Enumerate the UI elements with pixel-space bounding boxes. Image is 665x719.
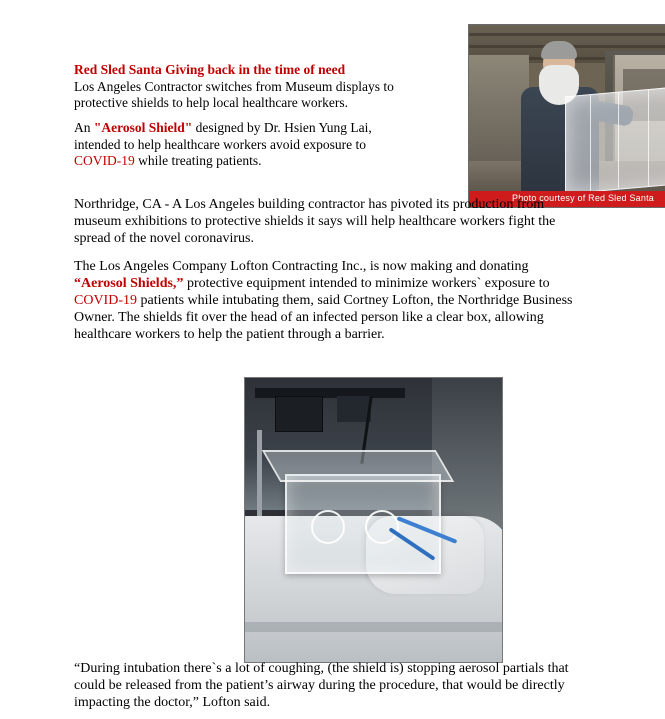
- headline-block: [74, 62, 414, 111]
- medical-monitor: [275, 396, 323, 432]
- covid-term: COVID-19: [74, 153, 135, 168]
- aerosol-shields-term: “Aerosol Shields,”: [74, 276, 184, 291]
- aerosol-shield-term: "Aerosol Shield": [93, 120, 193, 135]
- subheadline: Los Angeles Contractor switches from Museum displays to protective shields to help local healthcare workers.: [74, 79, 394, 110]
- shield-fold: [648, 90, 649, 186]
- ceiling-beam: [469, 33, 665, 36]
- body2-text-a: The Los Angeles Company Lofton Contracting Inc., is now making and donating: [74, 259, 529, 274]
- intro-paragraph: [74, 120, 404, 170]
- body-paragraph-1: Northridge, CA - A Los Angeles building contractor has pivoted its production from museum exhibitions to protective shields it says will help healthcare workers fight the spread of the novel coronavirus.: [74, 197, 556, 246]
- shield-fold: [590, 95, 591, 191]
- body2-text-c: protective equipment intended to minimize workers` exposure to: [183, 276, 550, 291]
- page-title: Red Sled Santa Giving back in the time of need: [74, 62, 346, 77]
- intro-text-e: while treating patients.: [134, 153, 262, 168]
- shield-top-face: [262, 450, 454, 482]
- photo-aerosol-shield-on-bed: [244, 377, 503, 663]
- mattress-edge: [245, 622, 502, 632]
- photo-top-scene: [469, 25, 665, 207]
- shield-fold: [618, 93, 619, 189]
- body-paragraph-3: “During intubation there`s a lot of coughing, (the shield is) stopping aerosol partials that could be released from the patient’s airway during the procedure, that would be directly impacting the doctor,” Lofton said.: [74, 661, 569, 710]
- photo-red-sled-santa: [468, 24, 665, 208]
- intro-text-c: designed by Dr. Hsien Yung Lai, intended to help healthcare workers avoid exposure to: [74, 120, 372, 152]
- shield-arm-hole: [311, 510, 345, 544]
- photo-credit-caption: Photo courtesy of Red Sled Santa: [469, 191, 665, 207]
- shield-arm-hole: [365, 510, 399, 544]
- plastic-shield-held: [565, 86, 665, 195]
- body-paragraph-2: [74, 258, 582, 343]
- intro-text-a: An: [74, 120, 94, 135]
- person-hair: [541, 41, 577, 59]
- covid-term: COVID-19: [74, 293, 137, 308]
- body2-text-e: patients while intubating them, said Cortney Lofton, the Northridge Business Owner. The shields fit over the head of an infected person like a clear box, allowing healthcare workers to help the patient through a barrier.: [74, 293, 573, 342]
